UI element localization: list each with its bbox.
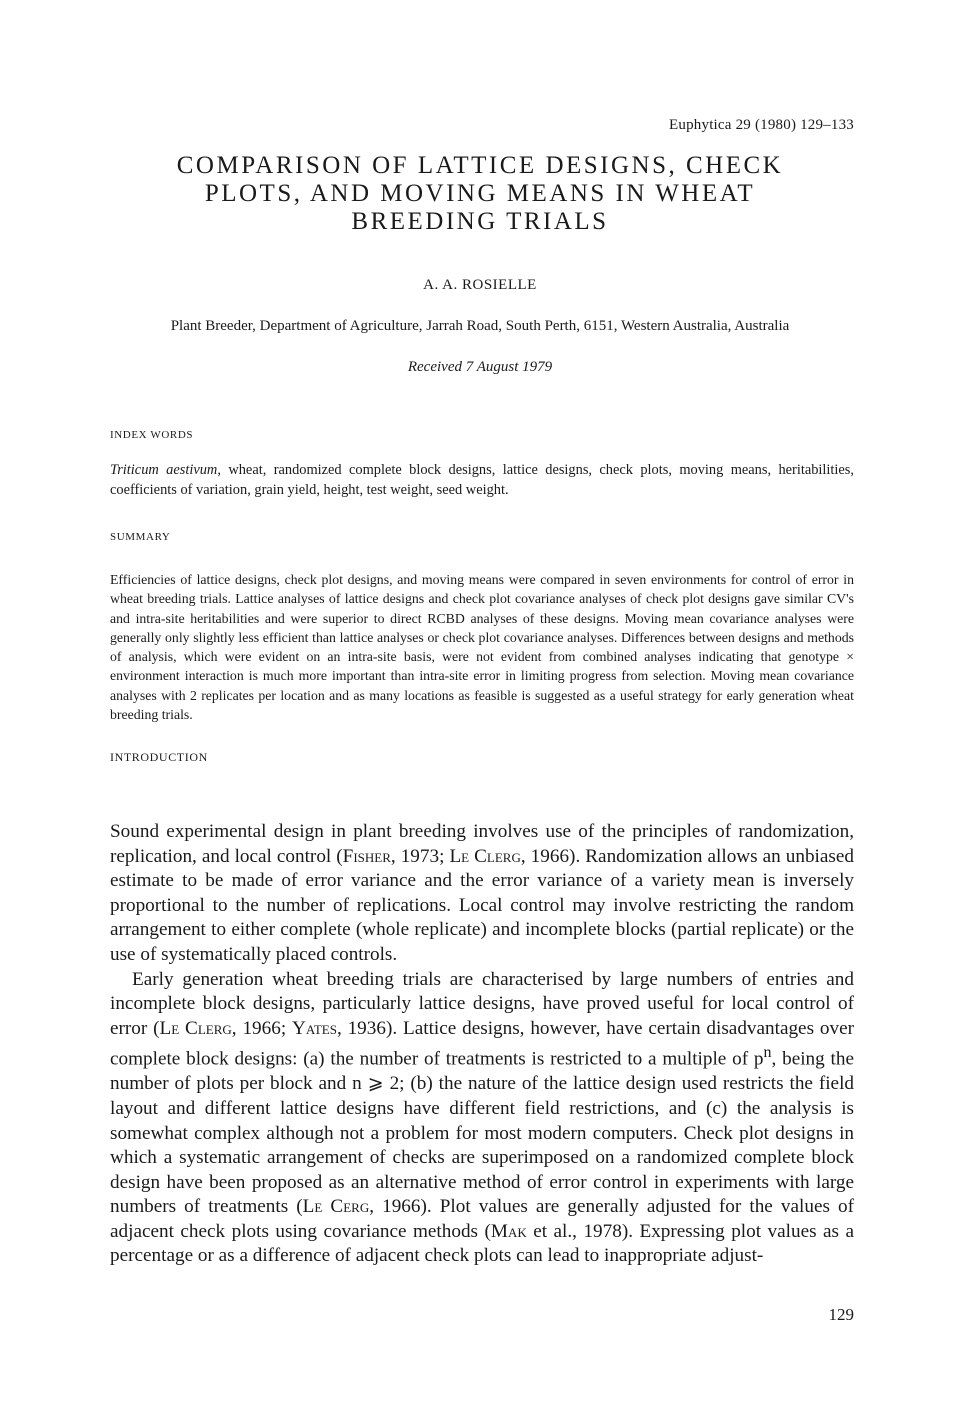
paragraph: Early generation wheat breeding trials are characterised by large numbers of entries and incomplete block designs, particularly lattice designs, have proved useful for local control of error (Le Clerg, 1966; Yates, 1936). Lattice designs, however, have certain disadvantages over complete block designs: (a) the number of treatments is restricted to a multiple of $p^n$, being the number of plots per block and n ⩾ 2; (b) the nature of the lattice design used restricts the field layout and different lattice designs have different field restrictions, and (c) the analysis is somewhat complex although not a problem for most modern computers. Check plot designs in which a systematic arrangement of checks are superimposed on a randomized complete block design have been proposed as an alternative method of error control in experiments with large numbers of treatments (Le Cerg, 1966). Plot values are generally adjusted for the values of adjacent check plots using covariance methods (Mak et al., 1978). Expressing plot values as a percentage or as a difference of adjacent check plots can lead to inappropriate adjust-	[110, 968, 855, 1267]
journal-reference: Euphytica 29 (1980) 129–133	[669, 117, 854, 133]
citation: Mak	[490, 1220, 527, 1242]
page-number: 129	[828, 1305, 854, 1324]
citation: Le Cerg	[302, 1196, 370, 1218]
index-words-heading: INDEX WORDS	[110, 429, 194, 441]
superscript: n	[763, 1044, 772, 1062]
citation: Le Clerg	[159, 1017, 232, 1039]
received-date: Received 7 August 1979	[407, 359, 553, 375]
species-name: Triticum aestivum	[110, 462, 218, 478]
author-affiliation: Plant Breeder, Department of Agriculture, Jarrah Road, South Perth, 6151, Western Australia, Australia	[170, 318, 790, 334]
citation: Fisher	[342, 845, 391, 867]
summary-heading: SUMMARY	[110, 531, 171, 543]
summary-text: Efficiencies of lattice designs, check plot designs, and moving means were compared in seven environments for control of error in wheat breeding trials. Lattice analyses of lattice designs and check plot covariance analyses of check plot designs gave similar CV's and intra-site heritabilities and were superior to direct RCBD analyses of these designs. Moving mean covariance analyses were generally only slightly less efficient than lattice analyses or check plot covariance analyses. Differences between designs and methods of analysis, which were evident on an intra-site basis, were not evident from combined analyses indicating that genotype × environment interaction is much more important than intra-site error in limiting progress from selection. Moving mean covariance analyses with 2 replicates per location and as many locations as feasible is suggested as a useful strategy for early generation wheat breeding trials.	[110, 572, 854, 723]
keywords-list: , wheat, randomized complete block designs, lattice designs, check plots, moving means, heritabilities, coefficients of variation, grain yield, height, test weight, seed weight.	[110, 462, 854, 498]
title-line: BREEDING TRIALS	[351, 208, 609, 235]
index-words-text	[110, 460, 854, 500]
citation: Yates	[292, 1017, 337, 1039]
paragraph: Sound experimental design in plant breeding involves use of the principles of randomization, replication, and local control (Fisher, 1973; Le Clerg, 1966). Randomization allows an unbiased estimate to be made of error variance and the error variance of a variety mean is inversely proportional to the number of replications. Local control may involve restricting the random arrangement to either complete (whole replicate) and incomplete blocks (partial replicate) or the use of systematically placed controls.	[110, 821, 854, 965]
title-line: COMPARISON OF LATTICE DESIGNS, CHECK	[176, 152, 784, 179]
article-title	[110, 152, 850, 236]
introduction-heading: INTRODUCTION	[110, 750, 208, 764]
author-name: A. A. ROSIELLE	[423, 277, 537, 293]
introduction-body	[110, 820, 854, 1269]
citation: Le Clerg	[449, 845, 521, 867]
title-line: PLOTS, AND MOVING MEANS IN WHEAT	[204, 180, 756, 207]
